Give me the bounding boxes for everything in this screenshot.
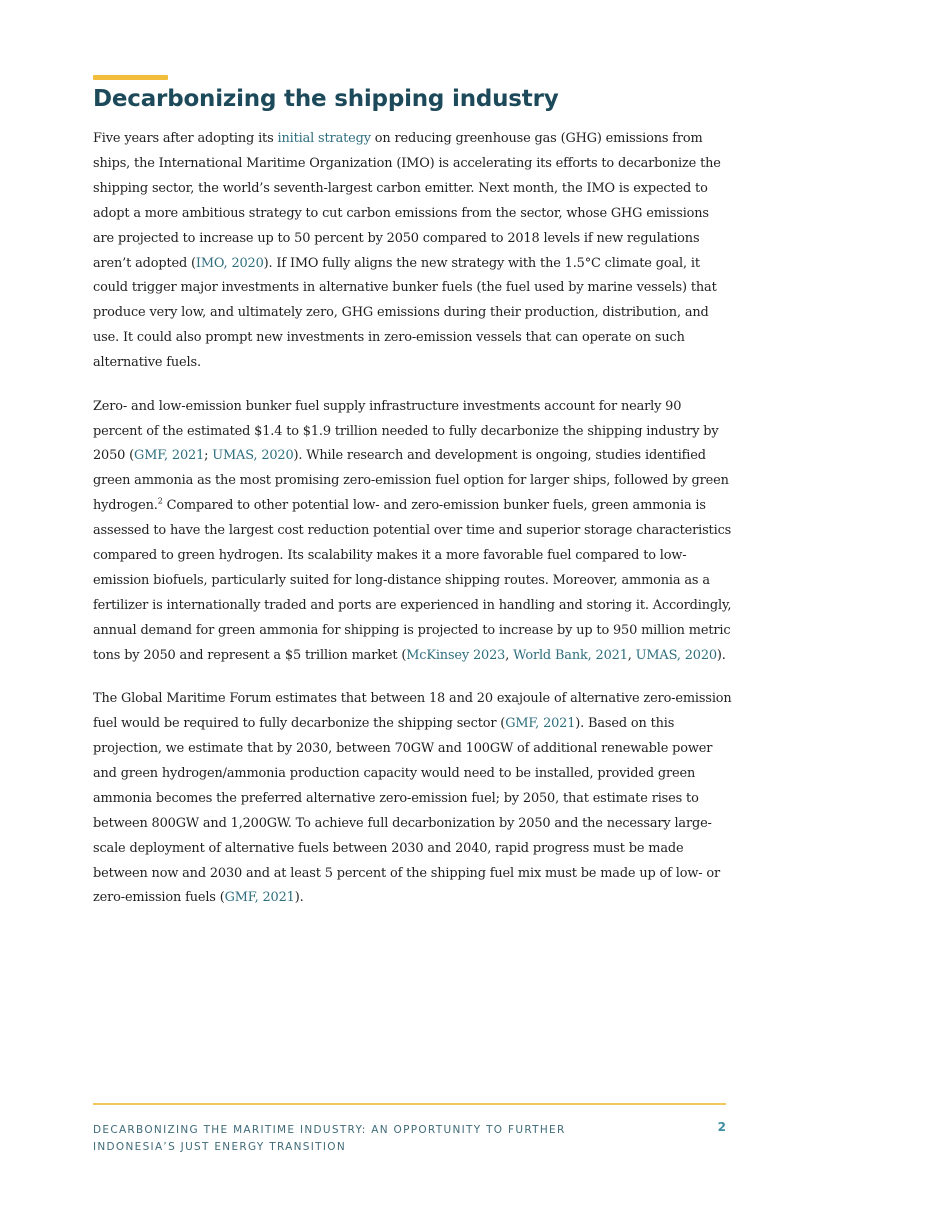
link-imo-2020[interactable]: IMO, 2020 <box>195 255 264 271</box>
paragraph-text: ). Based on this projection, we estimate that by 2030, between 70GW and 100GW of additional renewable power and green hydrogen/ammonia production capacity would need to be installed, provided green ammonia becomes the preferred alternative zero-emission fuel; by 2050, that estimate rises to between 800GW and 1,200GW. To achieve full decarbonization by 2050 and the necessary large-scale deployment of alternative fuels between 2030 and 2040, rapid progress must be made between now and 2030 and at least 5 percent of the shipping fuel mix must be made up of low- or zero-emission fuels ( <box>93 716 720 906</box>
footer-title-line-2: INDONESIA’S JUST ENERGY TRANSITION <box>93 1141 346 1153</box>
paragraph-text: on reducing greenhouse gas (GHG) emissions from ships, the International Maritime Organization (IMO) is accelerating its efforts to decarbonize the shipping sector, the world’s seventh-largest carbon emitter. Next month, the IMO is expected to adopt a more ambitious strategy to cut carbon emissions from the sector, whose GHG emissions are projected to increase up to 50 percent by 2050 compared to 2018 levels if new regulations aren’t adopted ( <box>93 131 721 271</box>
page-number: 2 <box>717 1120 726 1134</box>
link-initial-strategy[interactable]: initial strategy <box>277 131 371 146</box>
title-accent-bar <box>93 75 168 80</box>
citation-separator: ; <box>204 448 213 464</box>
link-umas-2020-b[interactable]: UMAS, 2020 <box>635 647 717 663</box>
paragraph-3 <box>93 687 733 911</box>
paragraph-text: ). While research and development is ongoing, studies identified green ammonia as the most promising zero-emission fuel option for larger ships, followed by green hydrogen. <box>93 448 729 514</box>
paragraph-text: ). <box>716 647 726 663</box>
paragraph-2 <box>93 395 733 669</box>
paragraph-text: ). If IMO fully aligns the new strategy with the 1.5°C climate goal, it could trigger major investments in alternative bunker fuels (the fuel used by marine vessels) that produce very low, and ultimately zero, GHG emissions during their production, distribution, and use. It could also prompt new investments in zero-emission vessels that can operate on such alternative fuels. <box>93 255 717 371</box>
paragraph-text: Five years after adopting its <box>93 131 278 146</box>
paragraph-text: Zero- and low-emission bunker fuel supply infrastructure investments account for nearly 90 percent of the estimated $1.4 to $1.9 trillion needed to fully decarbonize the shipping industry by 2050 ( <box>93 398 719 464</box>
citation-separator: , <box>627 647 636 663</box>
footer-divider <box>93 1103 726 1105</box>
paragraph-1 <box>93 127 733 376</box>
footer-running-title <box>93 1122 593 1156</box>
link-world-bank-2021[interactable]: World Bank, 2021 <box>513 647 628 663</box>
paragraph-text: ). <box>294 890 304 906</box>
link-mckinsey-2023[interactable]: McKinsey 2023 <box>406 647 506 663</box>
link-gmf-2021-c[interactable]: GMF, 2021 <box>224 890 295 906</box>
page-title: Decarbonizing the shipping industry <box>93 86 559 112</box>
link-gmf-2021[interactable]: GMF, 2021 <box>134 448 205 464</box>
paragraph-text: Compared to other potential low- and zero-emission bunker fuels, green ammonia is assessed to have the largest cost reduction potential over time and superior storage characteristics compared to green hydrogen. Its scalability makes it a more favorable fuel compared to low-emission biofuels, particularly suited for long-distance shipping routes. Moreover, ammonia as a fertilizer is internationally traded and ports are experienced in handling and storing it. Accordingly, annual demand for green ammonia for shipping is projected to increase by up to 950 million metric tons by 2050 and represent a $5 trillion market ( <box>93 498 732 663</box>
footnote-marker[interactable]: 2 <box>157 496 163 506</box>
link-umas-2020[interactable]: UMAS, 2020 <box>212 448 294 464</box>
paragraph-text: The Global Maritime Forum estimates that between 18 and 20 exajoule of alternative zero-emission fuel would be required to fully decarbonize the shipping sector ( <box>93 691 732 732</box>
footer-title-line-1: DECARBONIZING THE MARITIME INDUSTRY: AN OPPORTUNITY TO FURTHER <box>93 1124 566 1136</box>
citation-separator: , <box>505 647 514 663</box>
link-gmf-2021-b[interactable]: GMF, 2021 <box>505 716 576 732</box>
article-body <box>93 127 733 930</box>
